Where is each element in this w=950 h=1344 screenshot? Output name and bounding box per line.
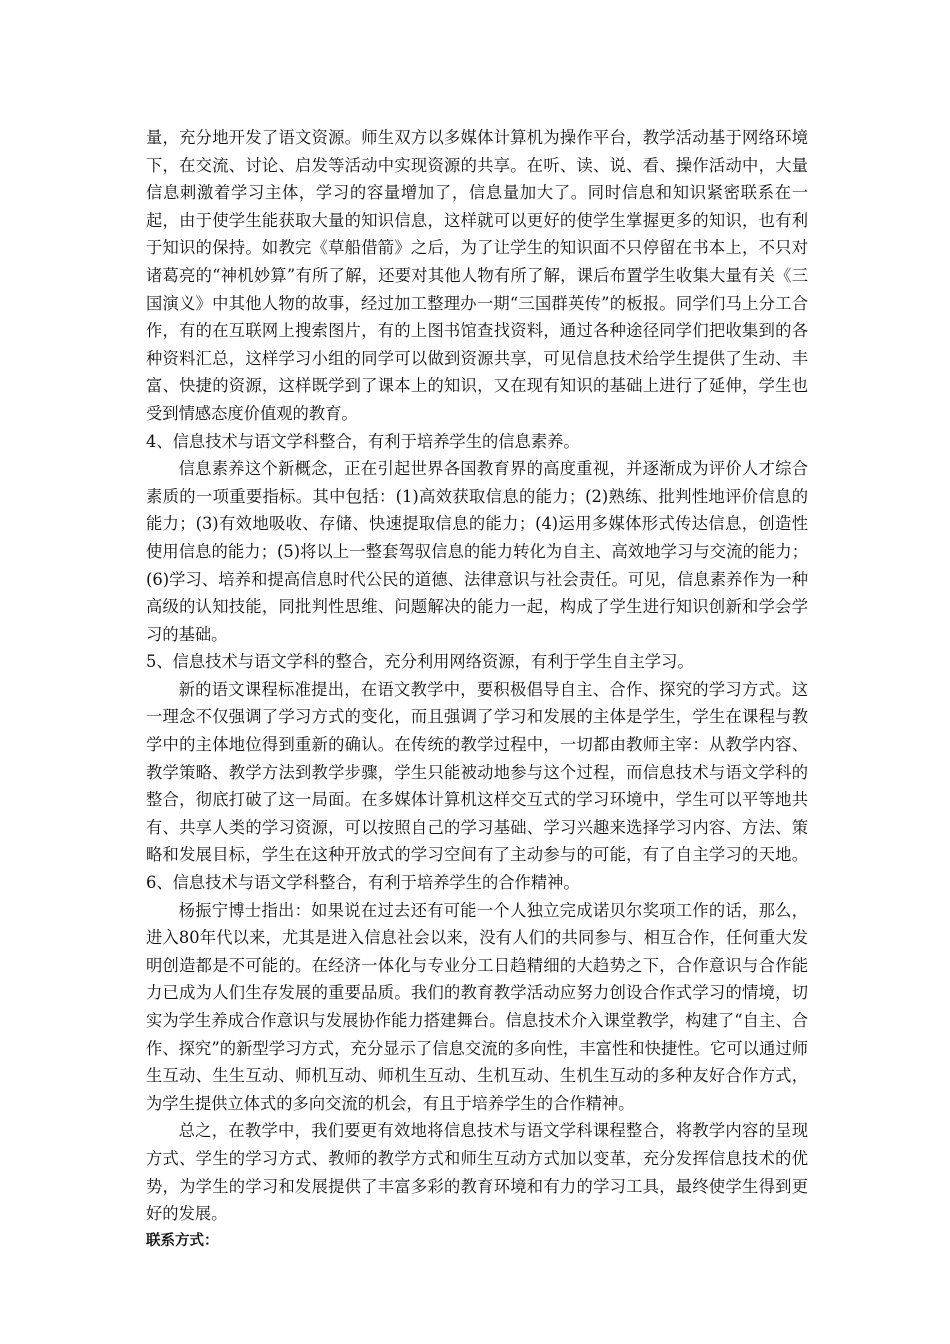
paragraph-information-literacy: 信息素养这个新概念，正在引起世界各国教育界的高度重视，并逐渐成为评价人才综合素质的一项重要指标。其中包括：(1)高效获取信息的能力；(2)熟练、批判性地评价信息的能力；(3)有效地吸收、存储、快速提取信息的能力；(4)运用多媒体形式传达信息，创造性使用信息的能力；(5)将以上一整套驾驭信息的能力转化为自主、高效地学习与交流的能力；(6)学习、培养和提高信息时代公民的道德、法律意识与社会责任。可见，信息素养作为一种高级的认知技能，同批判性思维、问题解决的能力一起，构成了学生进行知识创新和学会学习的基础。 — [146, 459, 808, 644]
contact-label: 联系方式： — [146, 1232, 219, 1249]
paragraph-resources: 量，充分地开发了语文资源。师生双方以多媒体计算机为操作平台，教学活动基于网络环境下，在交流、讨论、启发等活动中实现资源的共享。在听、读、说、看、操作活动中，大量信息刺激着学习主体，学习的容量增加了，信息量加大了。同时信息和知识紧密联系在一起，由于使学生能获取大量的知识信息，这样就可以更好的使学生掌握更多的知识，也有利于知识的保持。如教完《草船借箭》之后，为了让学生的知识面不只停留在书本上，不只对诸葛亮的“神机妙算”有所了解，还要对其他人物有所了解，课后布置学生收集大量有关《三国演义》中其他人物的故事，经过加工整理办一期“三国群英传”的板报。同学们马上分工合作，有的在互联网上搜索图片，有的上图书馆查找资料，通过各种途径同学们把收集到的各种资料汇总，这样学习小组的同学可以做到资源共享，可见信息技术给学生提供了生动、丰富、快捷的资源，这样既学到了课本上的知识，又在现有知识的基础上进行了延伸，学生也受到情感态度价值观的教育。 — [146, 128, 808, 423]
paragraph-cooperation: 杨振宁博士指出：如果说在过去还有可能一个人独立完成诺贝尔奖项工作的话，那么，进入80年代以来，尤其是进入信息社会以来，没有人们的共同参与、相互合作，任何重大发明创造都是不可能的。在经济一体化与专业分工日趋精细的大趋势之下，合作意识与合作能力已成为人们生存发展的重要品质。我们的教育教学活动应努力创设合作式学习的情境，切实为学生养成合作意识与发展协作能力搭建舞台。信息技术介入课堂教学，构建了“自主、合作、探究”的新型学习方式，充分显示了信息交流的多向性，丰富性和快捷性。它可以通过师生互动、生生互动、师机互动、师机生互动、生机互动、生机生互动的多种友好合作方式，为学生提供立体式的多向交流的机会，有且于培养学生的合作精神。 — [146, 900, 808, 1113]
paragraph-conclusion: 总之，在教学中，我们要更有效地将信息技术与语文学科课程整合，将教学内容的呈现方式、学生的学习方式、教师的教学方式和师生互动方式加以变革，充分发挥信息技术的优势，为学生的学习和发展提供了丰富多彩的教育环境和有力的学习工具，最终使学生得到更好的发展。 — [146, 1121, 808, 1224]
document-page — [146, 124, 808, 1255]
section-heading-4: 4、信息技术与语文学科整合，有利于培养学生的信息素养。 — [146, 431, 580, 451]
section-heading-5: 5、信息技术与语文学科的整合，充分利用网络资源，有利于学生自主学习。 — [146, 652, 694, 672]
paragraph-autonomous-learning: 新的语文课程标准提出，在语文教学中，要积极倡导自主、合作、探究的学习方式。这一理念不仅强调了学习方式的变化，而且强调了学习和发展的主体是学生，学生在课程与教学中的主体地位得到重新的确认。在传统的教学过程中，一切都由教师主宰：从教学内容、教学策略、教学方法到教学步骤，学生只能被动地参与这个过程，而信息技术与语文学科的整合，彻底打破了这一局面。在多媒体计算机这样交互式的学习环境中，学生可以平等地共有、共享人类的学习资源，可以按照自己的学习基础、学习兴趣来选择学习内容、方法、策略和发展目标，学生在这种开放式的学习空间有了主动参与的可能，有了自主学习的天地。6、信息技术与语文学科整合，有利于培养学生的合作精神。 — [146, 679, 808, 893]
